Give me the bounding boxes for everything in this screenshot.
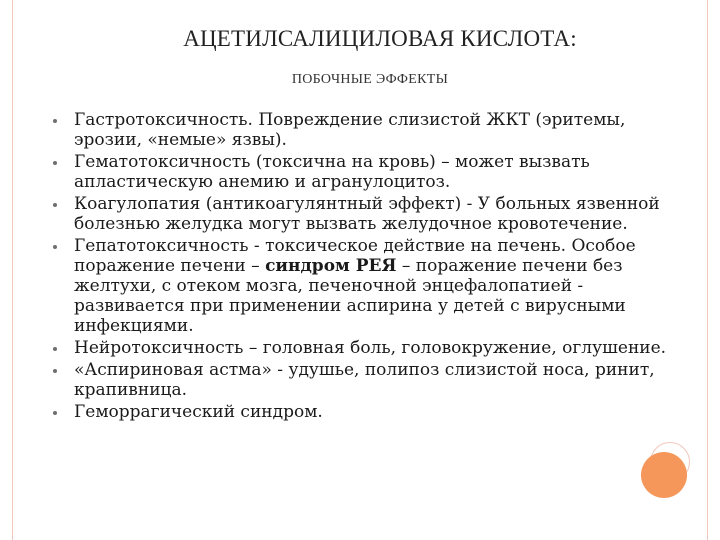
list-item <box>50 194 670 234</box>
bullet-icon <box>53 119 57 123</box>
decorative-orange-circle <box>641 452 687 498</box>
reye-syndrome-term: синдром РЕЯ <box>265 256 397 276</box>
bullet-icon <box>53 369 57 373</box>
list-item-text: Геморрагический синдром. <box>74 402 323 422</box>
list-item <box>50 110 670 150</box>
side-effects-list <box>50 110 670 424</box>
list-item <box>50 236 670 336</box>
bullet-icon <box>53 245 57 249</box>
bullet-icon <box>53 347 57 351</box>
slide-subtitle: ПОБОЧНЫЕ ЭФФЕКТЫ <box>291 72 449 87</box>
list-item <box>50 152 670 192</box>
list-item-text: Нейротоксичность – головная боль, головокружение, оглушение. <box>74 338 667 358</box>
bullet-icon <box>53 411 57 415</box>
list-item <box>50 402 670 422</box>
bullet-icon <box>53 161 57 165</box>
list-item-text: Гематотоксичность (токсична на кровь) – может вызвать апластическую анемию и агранулоцитоз. <box>74 152 590 192</box>
list-item <box>50 360 670 400</box>
list-item <box>50 338 670 358</box>
list-item-text: Гепатотоксичность - токсическое действие на печень. Особое поражение печени – <box>74 236 636 276</box>
list-item-text: Коагулопатия (антикоагулянтный эффект) - У больных язвенной болезнью желудка могут вызвать желудочное кровотечение. <box>74 194 660 234</box>
slide-title: АЦЕТИЛСАЛИЦИЛОВАЯ КИСЛОТА: <box>183 26 577 51</box>
list-item-text: Гастротоксичность. Повреждение слизистой ЖКТ (эритемы, эрозии, «немые» язвы). <box>74 110 626 150</box>
list-item-text-cont: – поражение печени без желтухи, с отеком мозга, печеночной энцефалопатией - развивается при применении аспирина у детей с вирусными инфекциями. <box>74 256 626 336</box>
list-item-text: «Аспириновая астма» - удушье, полипоз слизистой носа, ринит, крапивница. <box>74 360 655 400</box>
bullet-icon <box>53 203 57 207</box>
